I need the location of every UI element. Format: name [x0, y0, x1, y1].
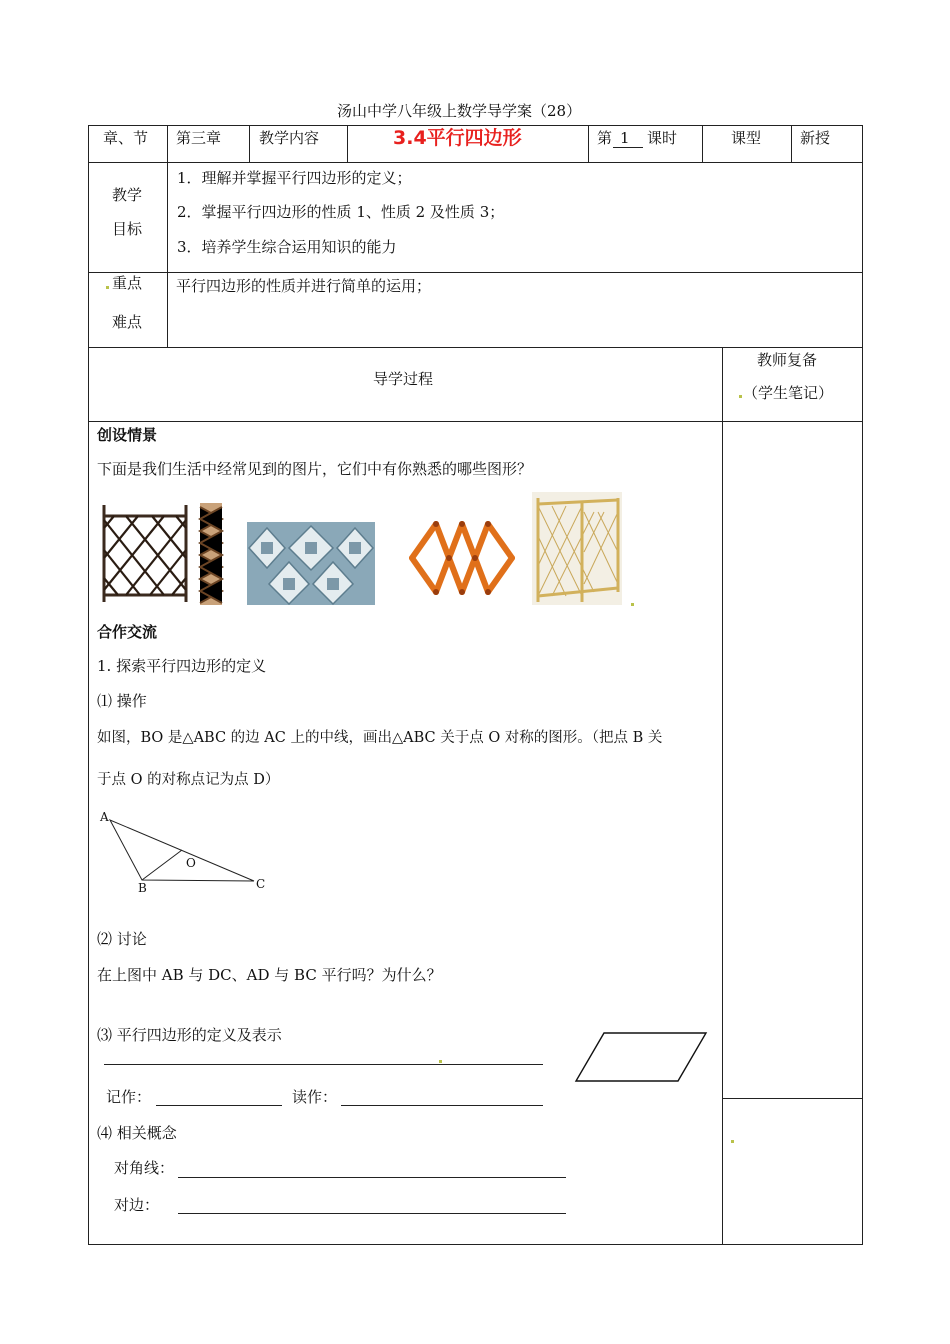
section-heading: 创设情景	[97, 426, 158, 444]
diagonal-label: 对角线：	[114, 1159, 175, 1177]
section2-item1: 1. 探索平行四边形的定义	[97, 657, 267, 675]
parallelogram-figure	[574, 1030, 708, 1084]
step-concepts: ⑷ 相关概念	[97, 1124, 177, 1142]
keypoints-label-2: 难点	[112, 313, 143, 331]
type-value: 新授	[800, 129, 831, 147]
objectives-label-2: 目标	[112, 220, 143, 238]
lesson-suffix: 课时	[647, 129, 678, 147]
opposite-side-label: 对边：	[114, 1196, 160, 1214]
topic-title: 3.4平行四边形	[393, 127, 522, 149]
expandable-rack-image	[406, 518, 518, 598]
section-heading: 合作交流	[97, 623, 158, 641]
bamboo-cabinet-image	[532, 492, 622, 605]
objective-item: 3．培养学生综合运用知识的能力	[177, 238, 397, 256]
tile-pattern-image	[247, 522, 375, 605]
chapter-label: 章、节	[103, 129, 149, 147]
objectives-label-1: 教学	[112, 186, 143, 204]
read-label: 读作：	[292, 1088, 338, 1106]
instruction-line-2: 于点 O 的对称点记为点 D）	[97, 772, 280, 788]
teacher-sublabel: （学生笔记）	[743, 384, 834, 402]
point-b-label: B	[138, 881, 147, 895]
type-label: 课型	[731, 129, 762, 147]
lesson-prefix: 第	[597, 129, 613, 147]
instruction-line-1: 如图，BO 是△ABC 的边 AC 上的中线，画出△ABC 关于点 O 对称的图形。（把点 B 关	[97, 730, 663, 746]
point-o-label: O	[186, 856, 196, 870]
step-discuss: ⑵ 讨论	[97, 930, 147, 948]
keypoints-text: 平行四边形的性质并进行简单的运用；	[176, 277, 432, 295]
step-definition: ⑶ 平行四边形的定义及表示	[97, 1026, 282, 1044]
point-c-label: C	[256, 877, 266, 891]
chapter-value: 第三章	[176, 129, 222, 147]
write-label: 记作：	[106, 1088, 152, 1106]
step-operate: ⑴ 操作	[97, 692, 147, 710]
process-label: 导学过程	[373, 370, 434, 388]
discussion-question: 在上图中 AB 与 DC、AD 与 BC 平行吗？为什么？	[97, 966, 442, 984]
page-title: 汤山中学八年级上数学导学案（28）	[337, 102, 582, 120]
section1-question: 下面是我们生活中经常见到的图片，它们中有你熟悉的哪些图形？	[97, 460, 533, 478]
keypoints-label-1: 重点	[112, 274, 143, 292]
content-label: 教学内容	[259, 129, 320, 147]
lesson-number: 1	[620, 129, 630, 147]
objective-item: 1．理解并掌握平行四边形的定义；	[177, 169, 412, 187]
teacher-label: 教师复备	[757, 351, 818, 369]
folded-lattice-image	[198, 503, 226, 605]
lattice-fence-image	[100, 500, 190, 605]
triangle-abc-diagram	[96, 808, 276, 898]
objective-item: 2．掌握平行四边形的性质 1、性质 2 及性质 3；	[177, 203, 505, 221]
point-a-label: A	[100, 810, 109, 824]
